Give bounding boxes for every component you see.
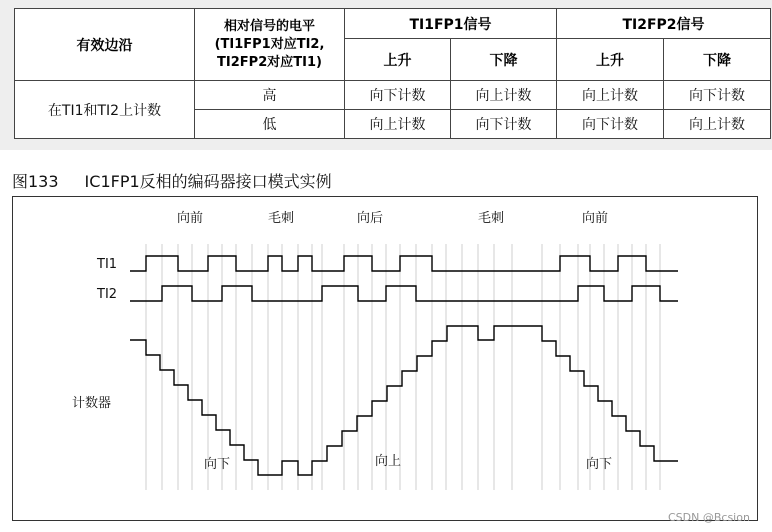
figure-number: 图133: [12, 172, 59, 191]
direction-label-down: 向下: [586, 457, 613, 472]
edge-guide-lines: [146, 244, 660, 490]
header-relative-level: 相对信号的电平 (TI1FP1对应TI2, TI2FP2对应TI1): [195, 9, 345, 81]
phase-label-forward: 向前: [177, 211, 204, 226]
header-active-edge: 有效边沿: [15, 9, 195, 81]
ti1-waveform: [130, 256, 678, 271]
table-cell: 向上计数: [664, 110, 771, 139]
table-cell: 向下计数: [664, 81, 771, 110]
table-cell: 向下计数: [557, 110, 664, 139]
counter-waveform: [130, 326, 678, 475]
figure-title: IC1FP1反相的编码器接口模式实例: [84, 172, 332, 191]
row-edge-label: 在TI1和TI2上计数: [15, 81, 195, 139]
header-ti2fp2: TI2FP2信号: [557, 9, 771, 39]
counter-label: 计数器: [72, 396, 112, 411]
table-cell: 向上计数: [557, 81, 664, 110]
watermark: CSDN @Bcsion: [668, 511, 750, 524]
table-cell: 向下计数: [345, 81, 451, 110]
ti2-waveform: [130, 286, 678, 301]
level-low: 低: [195, 110, 345, 139]
subheader-ti2fp2-falling: 下降: [664, 39, 771, 81]
phase-label-backward: 向后: [357, 211, 384, 226]
phase-label-forward: 向前: [582, 211, 609, 226]
subheader-ti2fp2-rising: 上升: [557, 39, 664, 81]
subheader-ti1fp1-falling: 下降: [451, 39, 557, 81]
header-ti1fp1: TI1FP1信号: [345, 9, 557, 39]
signal-label-ti2: TI2: [97, 287, 118, 302]
phase-label-glitch: 毛刺: [478, 211, 505, 226]
table-cell: 向上计数: [345, 110, 451, 139]
subheader-ti1fp1-rising: 上升: [345, 39, 451, 81]
level-high: 高: [195, 81, 345, 110]
table-cell: 向下计数: [451, 110, 557, 139]
direction-label-up: 向上: [375, 454, 402, 469]
signal-label-ti1: TI1: [97, 257, 118, 272]
direction-label-down: 向下: [204, 457, 231, 472]
phase-label-glitch: 毛刺: [268, 211, 295, 226]
table-cell: 向上计数: [451, 81, 557, 110]
